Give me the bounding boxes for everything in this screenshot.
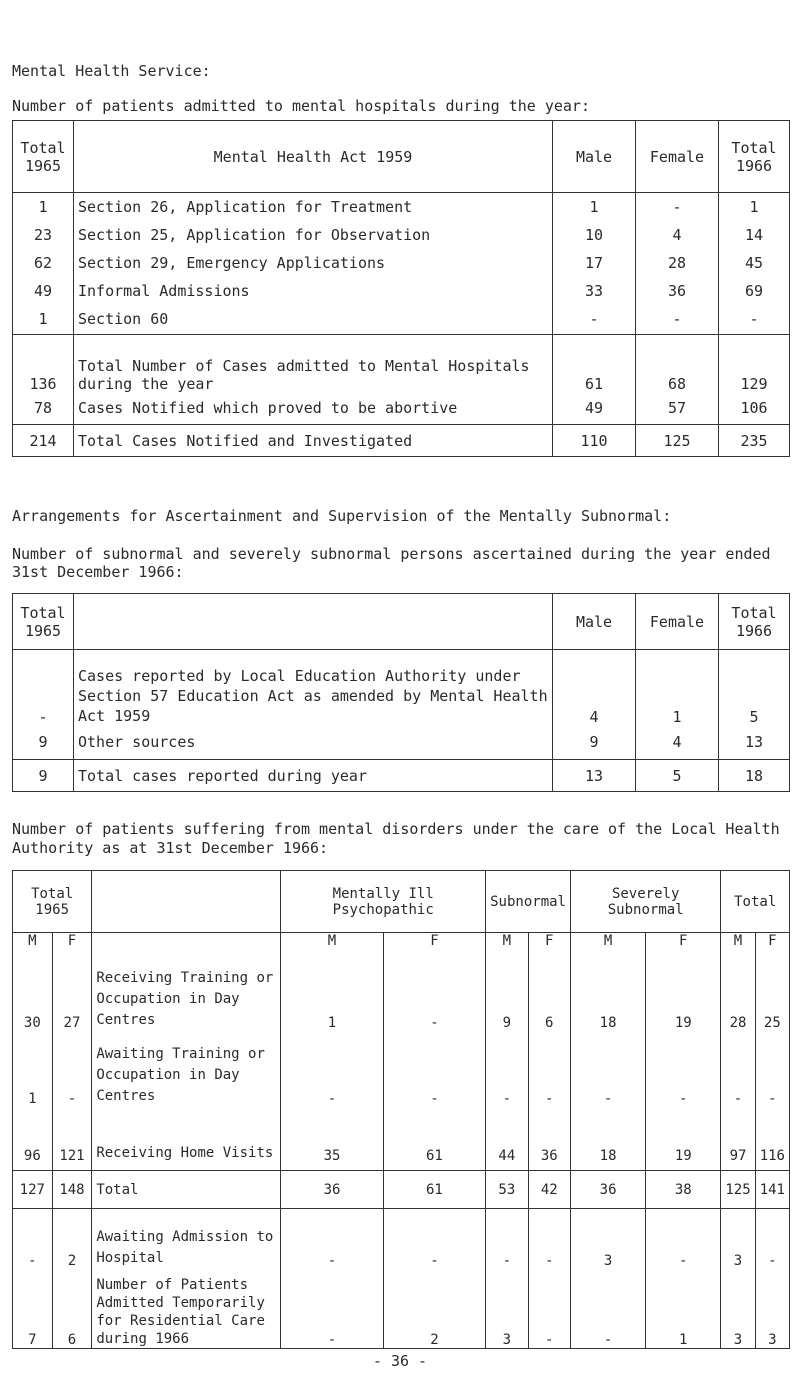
- table-cell: 4: [553, 650, 636, 726]
- table-cell: Section 29, Emergency Applications: [74, 249, 553, 277]
- table-cell: -: [636, 305, 719, 335]
- table-row: [13, 221, 790, 249]
- column-header: Severely Subnormal: [570, 871, 720, 933]
- table-cell: 9: [553, 726, 636, 760]
- table-cell: 36: [570, 1171, 645, 1209]
- table-cell: 97: [721, 1107, 755, 1171]
- column-header: Total 1966: [719, 121, 790, 193]
- table-cell: 127: [13, 1171, 53, 1209]
- table-cell: 6: [52, 1269, 92, 1349]
- table-cell: 4: [636, 221, 719, 249]
- table-cell: 23: [13, 221, 74, 249]
- table-cell: 235: [719, 425, 790, 457]
- column-header: [92, 871, 281, 933]
- table-cell: Awaiting Admission to Hospital: [92, 1209, 281, 1269]
- table-cell: 3: [755, 1269, 789, 1349]
- column-header: Total 1965: [13, 594, 74, 650]
- table-cell: -: [636, 193, 719, 221]
- sex-label: F: [52, 933, 92, 957]
- table-cell: 1: [553, 193, 636, 221]
- table-cell: 49: [553, 393, 636, 425]
- table-cell: 36: [528, 1107, 570, 1171]
- table-cell: 68: [636, 335, 719, 393]
- table-row: [13, 249, 790, 277]
- table-cell: 28: [721, 957, 755, 1031]
- table-cell: -: [383, 957, 485, 1031]
- table-cell: 141: [755, 1171, 789, 1209]
- table-cell: 62: [13, 249, 74, 277]
- table-header-row: [13, 594, 790, 650]
- table-cell: 96: [13, 1107, 53, 1171]
- table-cell: 110: [553, 425, 636, 457]
- table-cell: 18: [570, 1107, 645, 1171]
- table-cell: 27: [52, 957, 92, 1031]
- table-cell: -: [755, 1031, 789, 1107]
- table-cell: -: [52, 1031, 92, 1107]
- table-cell: 7: [13, 1269, 53, 1349]
- table-cell: 214: [13, 425, 74, 457]
- table-cell: 19: [646, 957, 721, 1031]
- column-header: Subnormal: [486, 871, 571, 933]
- subnormal-ascertainment-table: [12, 593, 790, 792]
- table-cell: 78: [13, 393, 74, 425]
- table3-caption: Number of patients suffering from mental disorders under the care of the Local Health Authority as at 31st December 1966:: [12, 820, 780, 857]
- table-cell: Total Number of Cases admitted to Mental Hospitals during the year: [74, 335, 553, 393]
- table-cell: [92, 933, 281, 957]
- table-cell: 45: [719, 249, 790, 277]
- table-cell: -: [553, 305, 636, 335]
- table-cell: 106: [719, 393, 790, 425]
- table-row: [13, 335, 790, 393]
- table-cell: -: [528, 1209, 570, 1269]
- table-cell: 35: [281, 1107, 383, 1171]
- sex-label: F: [528, 933, 570, 957]
- table-cell: 125: [636, 425, 719, 457]
- table-cell: 13: [719, 726, 790, 760]
- section-heading: Arrangements for Ascertainment and Supervision of the Mentally Subnormal:: [12, 507, 672, 525]
- table-row: [13, 726, 790, 760]
- sex-label: M: [281, 933, 383, 957]
- table-row: [13, 1107, 790, 1171]
- column-header: Mentally Ill Psychopathic: [281, 871, 486, 933]
- table-cell: 121: [52, 1107, 92, 1171]
- table-cell: 33: [553, 277, 636, 305]
- sex-label: F: [383, 933, 485, 957]
- admissions-table: [12, 120, 790, 457]
- table-cell: 38: [646, 1171, 721, 1209]
- sex-label: M: [13, 933, 53, 957]
- column-header: [74, 594, 553, 650]
- table-cell: 148: [52, 1171, 92, 1209]
- table1-caption: Number of patients admitted to mental hospitals during the year:: [12, 97, 590, 115]
- table-cell: -: [486, 1031, 528, 1107]
- table-cell: 17: [553, 249, 636, 277]
- column-header: Mental Health Act 1959: [74, 121, 553, 193]
- column-header: Male: [553, 121, 636, 193]
- table-cell: 3: [721, 1269, 755, 1349]
- table-cell: -: [719, 305, 790, 335]
- table-total-row: [13, 1171, 790, 1209]
- table-cell: 9: [13, 726, 74, 760]
- table-cell: 1: [646, 1269, 721, 1349]
- table-cell: 116: [755, 1107, 789, 1171]
- table-cell: -: [486, 1209, 528, 1269]
- table-cell: 30: [13, 957, 53, 1031]
- table2-caption: Number of subnormal and severely subnormal persons ascertained during the year ended 31st December 1966:: [12, 545, 771, 581]
- table-row: [13, 193, 790, 221]
- page-number: - 36 -: [372, 1352, 428, 1370]
- table-cell: 53: [486, 1171, 528, 1209]
- table-cell: 13: [553, 760, 636, 792]
- table-cell: Total cases reported during year: [74, 760, 553, 792]
- table-cell: 9: [486, 957, 528, 1031]
- table-cell: 44: [486, 1107, 528, 1171]
- column-header: Male: [553, 594, 636, 650]
- table-cell: Other sources: [74, 726, 553, 760]
- table-cell: -: [646, 1209, 721, 1269]
- table-cell: 2: [383, 1269, 485, 1349]
- column-header: Total 1965: [13, 871, 92, 933]
- table-cell: 9: [13, 760, 74, 792]
- table-cell: 3: [570, 1209, 645, 1269]
- table-cell: Receiving Home Visits: [92, 1107, 281, 1171]
- table-cell: Cases Notified which proved to be abortive: [74, 393, 553, 425]
- table-total-row: [13, 425, 790, 457]
- column-header: Female: [636, 594, 719, 650]
- table-cell: 61: [383, 1171, 485, 1209]
- table-row: [13, 957, 790, 1031]
- table-cell: -: [13, 650, 74, 726]
- table-cell: Section 25, Application for Observation: [74, 221, 553, 249]
- table-cell: 36: [636, 277, 719, 305]
- table-cell: -: [281, 1269, 383, 1349]
- table-cell: -: [281, 1031, 383, 1107]
- table-cell: 3: [721, 1209, 755, 1269]
- table-cell: 61: [383, 1107, 485, 1171]
- table-cell: 18: [570, 957, 645, 1031]
- table-cell: 4: [636, 726, 719, 760]
- table-cell: -: [281, 1209, 383, 1269]
- table-cell: Receiving Training or Occupation in Day Centres: [92, 957, 281, 1031]
- table-cell: -: [755, 1209, 789, 1269]
- table-cell: Number of Patients Admitted Temporarily for Residential Care during 1966: [92, 1269, 281, 1349]
- table-cell: 36: [281, 1171, 383, 1209]
- table-cell: 2: [52, 1209, 92, 1269]
- table-row: [13, 277, 790, 305]
- table-cell: 6: [528, 957, 570, 1031]
- table-row: [13, 1269, 790, 1349]
- table-cell: -: [383, 1031, 485, 1107]
- table-cell: Section 60: [74, 305, 553, 335]
- sex-label: F: [646, 933, 721, 957]
- column-header: Total 1965: [13, 121, 74, 193]
- table-cell: Awaiting Training or Occupation in Day Centres: [92, 1031, 281, 1107]
- table-cell: 14: [719, 221, 790, 249]
- table-cell: 1: [13, 193, 74, 221]
- table-cell: 42: [528, 1171, 570, 1209]
- sex-label: M: [570, 933, 645, 957]
- column-header: Total 1966: [719, 594, 790, 650]
- table-cell: -: [570, 1031, 645, 1107]
- table-cell: -: [383, 1209, 485, 1269]
- table-cell: 57: [636, 393, 719, 425]
- table-cell: 1: [719, 193, 790, 221]
- table-row: [13, 1209, 790, 1269]
- mf-subheader-row: [13, 933, 790, 957]
- table-cell: Total Cases Notified and Investigated: [74, 425, 553, 457]
- table-cell: 49: [13, 277, 74, 305]
- table-cell: Section 26, Application for Treatment: [74, 193, 553, 221]
- table-cell: 136: [13, 335, 74, 393]
- table-cell: 25: [755, 957, 789, 1031]
- table-cell: 129: [719, 335, 790, 393]
- table-cell: 61: [553, 335, 636, 393]
- table-cell: -: [721, 1031, 755, 1107]
- table-header-row: [13, 121, 790, 193]
- table-total-row: [13, 760, 790, 792]
- table-cell: 1: [13, 1031, 53, 1107]
- table-cell: 5: [636, 760, 719, 792]
- table-cell: 19: [646, 1107, 721, 1171]
- column-header: Female: [636, 121, 719, 193]
- table-cell: -: [528, 1031, 570, 1107]
- table-row: [13, 650, 790, 726]
- table-cell: 28: [636, 249, 719, 277]
- patients-under-care-table: [12, 870, 790, 1349]
- sex-label: M: [721, 933, 755, 957]
- table-cell: -: [646, 1031, 721, 1107]
- table-cell: -: [570, 1269, 645, 1349]
- table-row: [13, 305, 790, 335]
- table-cell: 18: [719, 760, 790, 792]
- table-header-row: [13, 871, 790, 933]
- table-row: [13, 1031, 790, 1107]
- table-cell: -: [528, 1269, 570, 1349]
- page-title: Mental Health Service:: [12, 62, 211, 80]
- table-cell: 1: [13, 305, 74, 335]
- table-cell: 1: [636, 650, 719, 726]
- table-cell: 1: [281, 957, 383, 1031]
- sex-label: M: [486, 933, 528, 957]
- table-cell: 69: [719, 277, 790, 305]
- table-cell: Informal Admissions: [74, 277, 553, 305]
- column-header: Total: [721, 871, 790, 933]
- table-cell: Cases reported by Local Education Authority under Section 57 Education Act as amended by Mental Health Act 1959: [74, 650, 553, 726]
- table-cell: 3: [486, 1269, 528, 1349]
- table-cell: 10: [553, 221, 636, 249]
- table-cell: -: [13, 1209, 53, 1269]
- sex-label: F: [755, 933, 789, 957]
- table-cell: 125: [721, 1171, 755, 1209]
- table-cell: Total: [92, 1171, 281, 1209]
- table-row: [13, 393, 790, 425]
- table-cell: 5: [719, 650, 790, 726]
